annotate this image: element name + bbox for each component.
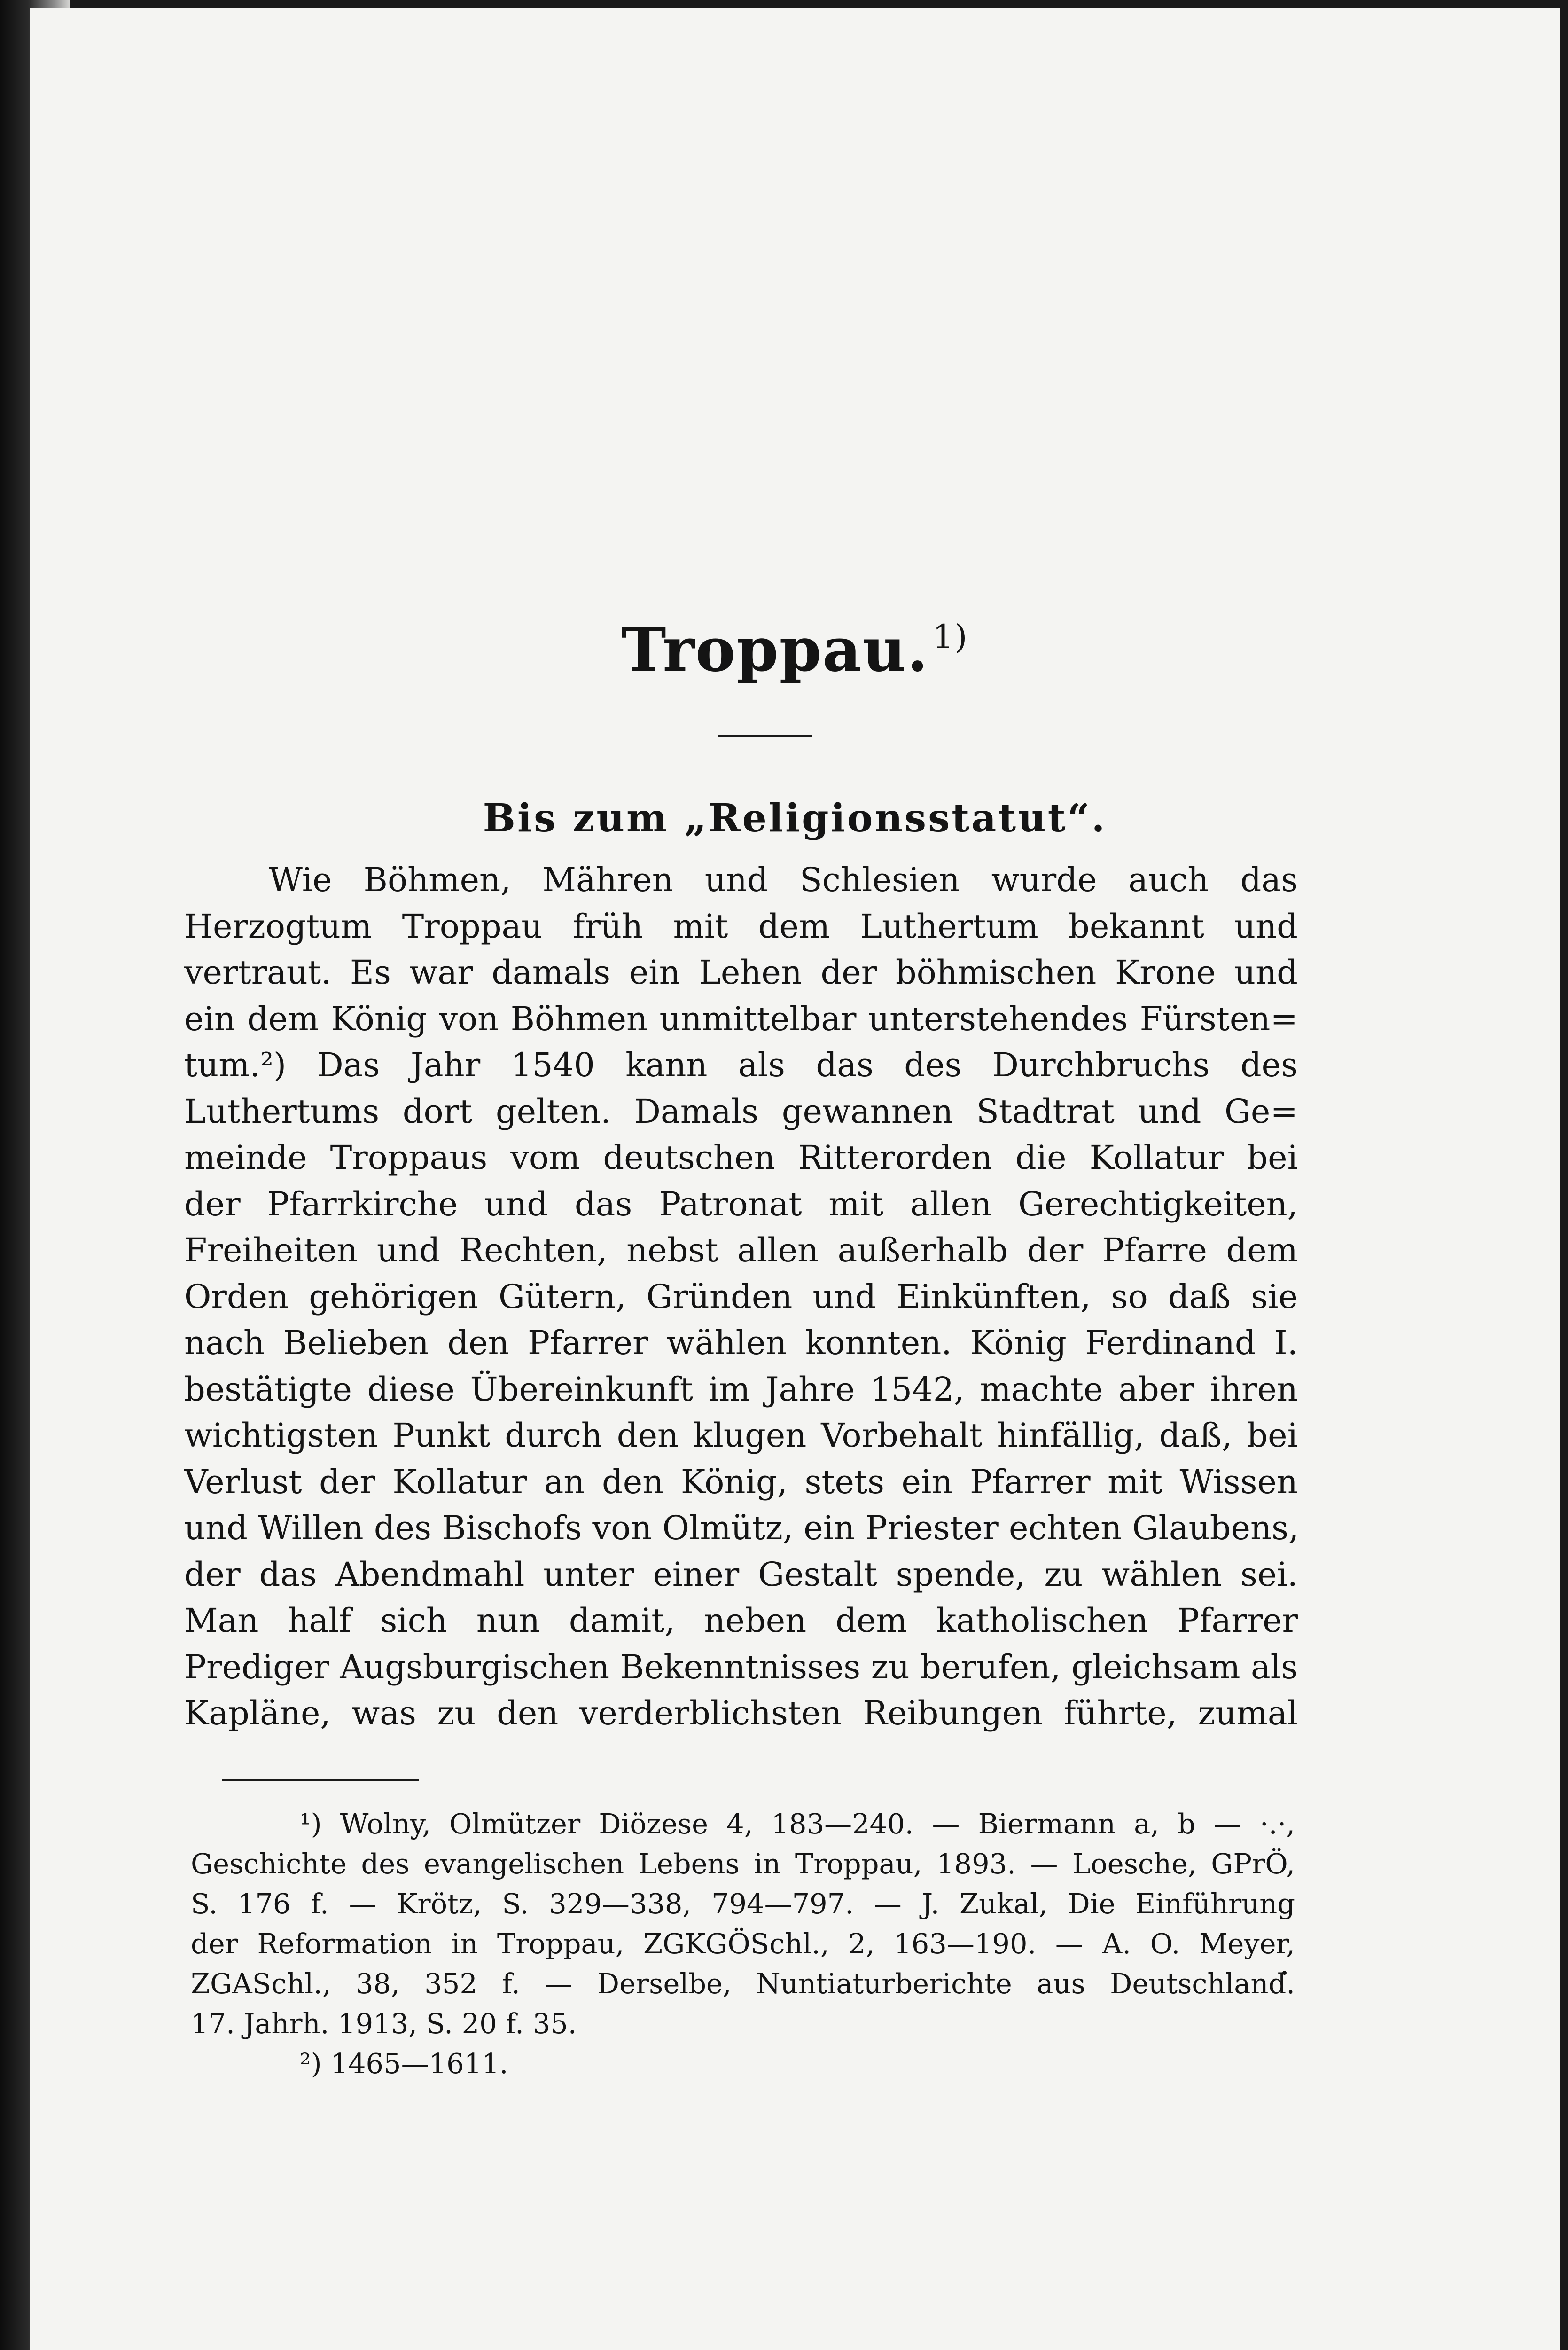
footnote-line: ¹) Wolny, Olmützer Diözese 4, 183—240. — Biermann a, b — ·.·,	[300, 1808, 1295, 1840]
section-heading: Bis zum „Religionsstatut“.	[483, 796, 1107, 841]
body-text	[184, 857, 1298, 1737]
chapter-title	[30, 615, 1560, 685]
text-line: Man half sich nun damit, neben dem katholischen Pfarrer	[184, 1601, 1298, 1640]
text-line: ein dem König von Böhmen unmittelbar unterstehendes Fürsten=	[184, 999, 1298, 1038]
text-line: bestätigte diese Übereinkunft im Jahre 1542, machte aber ihren	[184, 1370, 1298, 1409]
text-line: der das Abendmahl unter einer Gestalt spende, zu wählen sei.	[184, 1555, 1298, 1594]
text-line: der Pfarrkirche und das Patronat mit allen Gerechtigkeiten,	[184, 1184, 1298, 1223]
text-line: Wie Böhmen, Mähren und Schlesien wurde auch das	[269, 861, 1298, 899]
footnote-line: Geschichte des evangelischen Lebens in Troppau, 1893. — Loesche, GPrÖ,	[191, 1848, 1295, 1880]
footnote-rule	[222, 1779, 419, 1781]
footnote-line: 17. Jahrh. 1913, S. 20 f. 35.	[191, 2007, 577, 2040]
text-line: Freiheiten und Rechten, nebst allen außerhalb der Pfarre dem	[184, 1231, 1298, 1269]
footnotes	[191, 1804, 1295, 2084]
text-line: wichtigsten Punkt durch den klugen Vorbehalt hinfällig, daß, bei	[184, 1416, 1298, 1455]
text-line: meinde Troppaus vom deutschen Ritterorden die Kollatur bei	[184, 1138, 1298, 1177]
text-line: Luthertums dort gelten. Damals gewannen Stadtrat und Ge=	[184, 1092, 1298, 1131]
text-line: tum.²) Das Jahr 1540 kann als das des Durchbruchs des	[184, 1046, 1298, 1084]
title-rule	[718, 735, 812, 737]
text-line: Herzogtum Troppau früh mit dem Luthertum bekannt und	[184, 907, 1298, 946]
title-footnote-marker: 1)	[932, 618, 968, 656]
text-line: vertraut. Es war damals ein Lehen der böhmischen Krone und	[184, 953, 1298, 992]
text-line: Prediger Augsburgischen Bekenntnisses zu berufen, gleichsam als	[184, 1647, 1298, 1686]
chapter-title-text: Troppau.	[621, 615, 929, 685]
footnote-line: ²) 1465—1611.	[300, 2047, 508, 2080]
text-line: Orden gehörigen Gütern, Gründen und Einkünften, so daß sie	[184, 1277, 1298, 1316]
text-line: und Willen des Bischofs von Olmütz, ein Priester echten Glaubens,	[184, 1509, 1299, 1547]
book-page	[30, 8, 1560, 2350]
text-line: Kapläne, was zu den verderblichsten Reibungen führte, zumal	[184, 1694, 1298, 1732]
text-line: Verlust der Kollatur an den König, stets ein Pfarrer mit Wissen	[184, 1462, 1298, 1501]
footnote-line: S. 176 f. — Krötz, S. 329—338, 794—797. — J. Zukal, Die Einführung	[191, 1888, 1295, 1920]
footnote-line: ZGASchl., 38, 352 f. — Derselbe, Nuntiaturberichte aus Deutschland.	[191, 1967, 1295, 2000]
footnote-line: der Reformation in Troppau, ZGKGÖSchl., 2, 163—190. — A. O. Meyer,	[191, 1927, 1295, 1960]
text-line: nach Belieben den Pfarrer wählen konnten. König Ferdinand I.	[184, 1324, 1298, 1362]
